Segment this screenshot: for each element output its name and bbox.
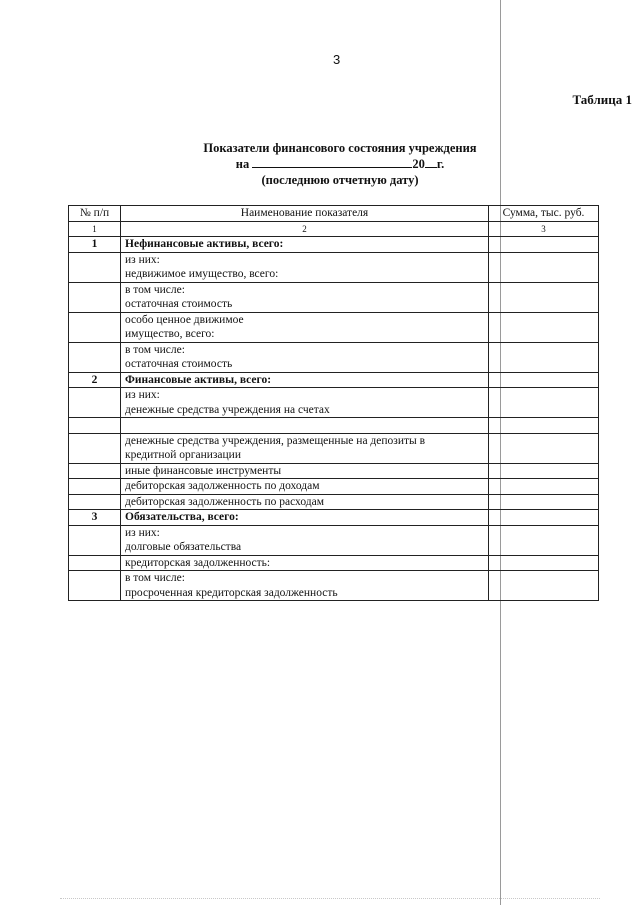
indicator-value bbox=[489, 342, 599, 372]
row-number bbox=[69, 494, 121, 510]
indicator-line: денежные средства учреждения на счетах bbox=[125, 403, 330, 416]
indicator-line: в том числе: bbox=[125, 283, 185, 296]
page-number: 3 bbox=[333, 52, 341, 67]
table-body bbox=[69, 237, 599, 601]
table-header-row bbox=[69, 206, 599, 222]
report-date-line bbox=[190, 156, 490, 172]
table-row bbox=[69, 510, 599, 526]
indicator-value bbox=[489, 252, 599, 282]
table-row bbox=[69, 372, 599, 388]
indicator-line: из них: bbox=[125, 253, 160, 266]
row-number bbox=[69, 388, 121, 418]
report-heading bbox=[190, 140, 490, 188]
indicator-line bbox=[125, 418, 484, 433]
indicator-value bbox=[489, 510, 599, 526]
year-blank bbox=[425, 156, 437, 168]
indicator-line: имущество, всего: bbox=[125, 328, 215, 340]
indicator-name bbox=[121, 237, 489, 253]
table-row bbox=[69, 555, 599, 571]
financial-indicators-table bbox=[68, 205, 599, 601]
indicator-name bbox=[121, 555, 489, 571]
index-cell: 2 bbox=[121, 221, 489, 237]
indicator-line: Финансовые активы, всего: bbox=[125, 373, 272, 386]
indicator-line: кредиторская задолженность: bbox=[125, 556, 271, 569]
indicator-line: Нефинансовые активы, всего: bbox=[125, 238, 284, 250]
indicator-name bbox=[121, 463, 489, 479]
row-number bbox=[69, 479, 121, 495]
table-row bbox=[69, 282, 599, 312]
indicator-name bbox=[121, 282, 489, 312]
indicator-line: кредитной организации bbox=[125, 449, 241, 461]
row-number: 3 bbox=[69, 510, 121, 526]
row-number bbox=[69, 463, 121, 479]
indicator-line: Обязательства, всего: bbox=[125, 511, 239, 523]
indicator-line: из них: bbox=[125, 389, 160, 401]
table-row bbox=[69, 479, 599, 495]
indicator-value bbox=[489, 571, 599, 601]
index-cell: 3 bbox=[489, 221, 599, 237]
row-number: 2 bbox=[69, 372, 121, 388]
table-row bbox=[69, 418, 599, 434]
indicator-line: в том числе: bbox=[125, 572, 185, 584]
indicator-line: остаточная стоимость bbox=[125, 358, 233, 370]
indicator-value bbox=[489, 479, 599, 495]
indicator-line: из них: bbox=[125, 526, 160, 539]
indicator-name bbox=[121, 525, 489, 555]
indicator-name bbox=[121, 479, 489, 495]
indicator-name bbox=[121, 571, 489, 601]
date-prefix: на bbox=[235, 157, 250, 171]
index-cell: 1 bbox=[69, 221, 121, 237]
indicator-name bbox=[121, 312, 489, 342]
indicator-line: дебиторская задолженность по расходам bbox=[125, 495, 324, 508]
indicator-line: остаточная стоимость bbox=[125, 298, 233, 310]
indicator-name bbox=[121, 372, 489, 388]
indicator-line: дебиторская задолженность по доходам bbox=[125, 480, 320, 492]
indicator-name bbox=[121, 418, 489, 434]
table-row bbox=[69, 571, 599, 601]
table-index-row bbox=[69, 221, 599, 237]
table-row bbox=[69, 525, 599, 555]
table-row bbox=[69, 388, 599, 418]
table-row bbox=[69, 237, 599, 253]
indicator-value bbox=[489, 418, 599, 434]
indicator-name bbox=[121, 252, 489, 282]
row-number bbox=[69, 312, 121, 342]
date-suffix: г. bbox=[436, 157, 445, 171]
indicator-line: особо ценное движимое bbox=[125, 313, 244, 326]
indicator-line: просроченная кредиторская задолженность bbox=[125, 586, 338, 599]
indicator-line: денежные средства учреждения, размещенные на депозиты в bbox=[125, 434, 426, 447]
row-number bbox=[69, 571, 121, 601]
table-row bbox=[69, 494, 599, 510]
indicator-value bbox=[489, 555, 599, 571]
header-num: № п/п bbox=[69, 206, 121, 222]
indicator-name bbox=[121, 433, 489, 463]
indicator-line: недвижимое имущество, всего: bbox=[125, 268, 279, 280]
indicator-value bbox=[489, 525, 599, 555]
row-number bbox=[69, 555, 121, 571]
row-number bbox=[69, 282, 121, 312]
indicator-line: иные финансовые инструменты bbox=[125, 464, 282, 477]
header-sum: Сумма, тыс. руб. bbox=[489, 206, 599, 222]
table-row bbox=[69, 252, 599, 282]
date-blank bbox=[252, 156, 412, 168]
row-number bbox=[69, 252, 121, 282]
row-number bbox=[69, 525, 121, 555]
indicator-value bbox=[489, 463, 599, 479]
indicator-value bbox=[489, 494, 599, 510]
indicator-value bbox=[489, 282, 599, 312]
indicator-name bbox=[121, 342, 489, 372]
scan-bleed-line bbox=[60, 898, 600, 901]
table-row bbox=[69, 342, 599, 372]
header-name: Наименование показателя bbox=[121, 206, 489, 222]
report-subtitle: (последнюю отчетную дату) bbox=[261, 173, 419, 187]
indicator-line: в том числе: bbox=[125, 343, 185, 356]
row-number: 1 bbox=[69, 237, 121, 253]
table-label: Таблица 1 bbox=[572, 92, 632, 107]
indicator-value bbox=[489, 372, 599, 388]
report-title: Показатели финансового состояния учреждения bbox=[203, 141, 477, 155]
row-number bbox=[69, 418, 121, 434]
row-number bbox=[69, 433, 121, 463]
table-row bbox=[69, 312, 599, 342]
row-number bbox=[69, 342, 121, 372]
table-row bbox=[69, 433, 599, 463]
indicator-name bbox=[121, 388, 489, 418]
indicator-value bbox=[489, 312, 599, 342]
indicator-line: долговые обязательства bbox=[125, 541, 242, 553]
date-year: 20 bbox=[412, 157, 425, 171]
indicator-value bbox=[489, 237, 599, 253]
indicator-name bbox=[121, 510, 489, 526]
table-row bbox=[69, 463, 599, 479]
indicator-value bbox=[489, 433, 599, 463]
indicator-name bbox=[121, 494, 489, 510]
indicator-value bbox=[489, 388, 599, 418]
